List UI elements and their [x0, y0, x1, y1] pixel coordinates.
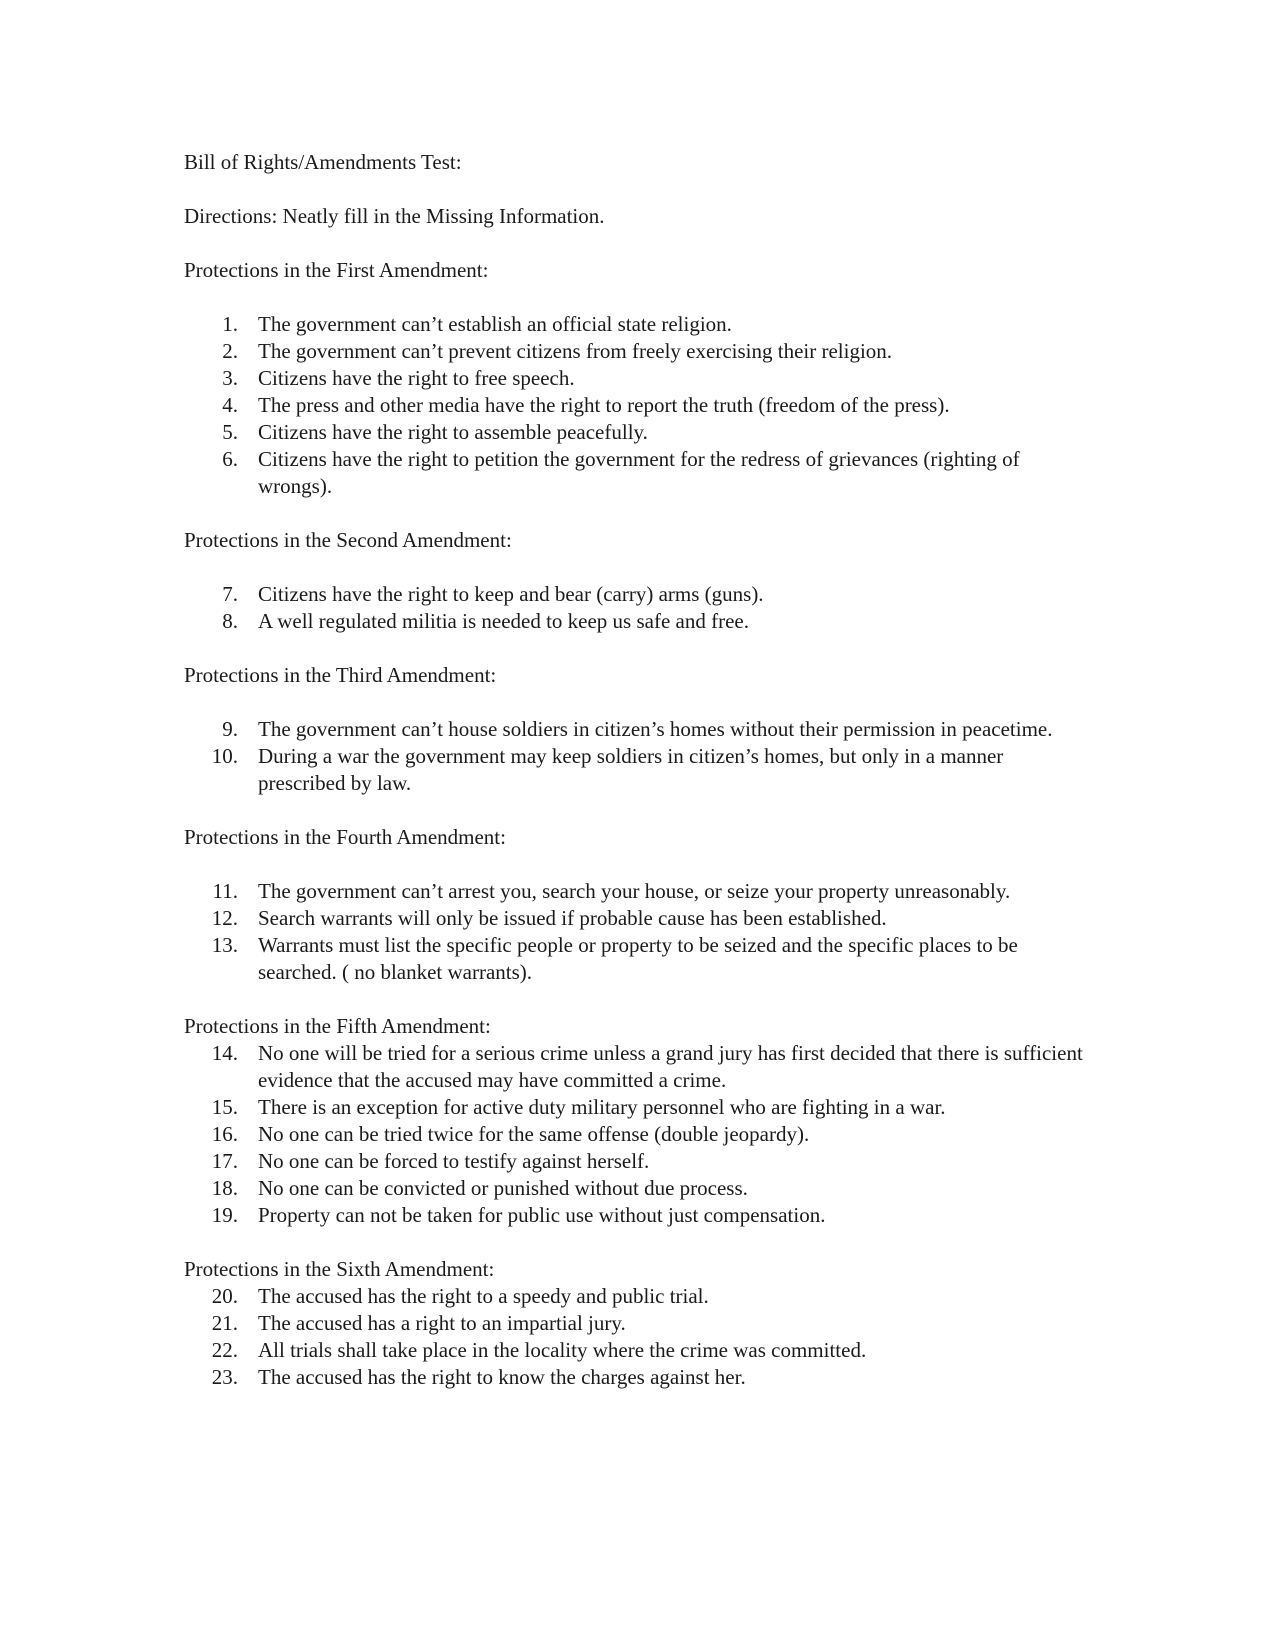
- item-text: No one can be forced to testify against herself.: [258, 1149, 650, 1173]
- item-text: The accused has a right to an impartial jury.: [258, 1311, 626, 1335]
- document-body: [184, 149, 1084, 1418]
- item-number: 16.: [211, 1122, 238, 1146]
- item-text: A well regulated militia is needed to keep us safe and free.: [258, 609, 749, 633]
- list-item: [184, 1121, 1084, 1148]
- item-number: 12.: [211, 906, 238, 930]
- item-list: [184, 878, 1084, 986]
- item-number: 23.: [211, 1365, 238, 1389]
- item-text: The press and other media have the right to report the truth (freedom of the press).: [258, 393, 950, 417]
- section-fifth-amendment: [184, 1013, 1084, 1229]
- item-text: Search warrants will only be issued if probable cause has been established.: [258, 906, 887, 930]
- item-number: 11.: [212, 879, 238, 903]
- item-number: 13.: [211, 933, 238, 957]
- item-list: [184, 716, 1084, 797]
- item-text: There is an exception for active duty military personnel who are fighting in a war.: [258, 1095, 946, 1119]
- section-first-amendment: [184, 257, 1084, 500]
- item-number: 4.: [222, 393, 238, 417]
- item-text: During a war the government may keep soldiers in citizen’s homes, but only in a manner prescribed by law.: [258, 744, 1004, 795]
- list-item: [184, 365, 1084, 392]
- item-text: Warrants must list the specific people or property to be seized and the specific places to be searched. ( no blanket warrants).: [258, 933, 1018, 984]
- item-text: Citizens have the right to free speech.: [258, 366, 575, 390]
- list-item: [184, 311, 1084, 338]
- item-number: 19.: [211, 1203, 238, 1227]
- item-number: 20.: [211, 1284, 238, 1308]
- item-text: No one can be convicted or punished without due process.: [258, 1176, 748, 1200]
- item-number: 7.: [222, 582, 238, 606]
- item-text: The government can’t prevent citizens from freely exercising their religion.: [258, 339, 893, 363]
- item-number: 8.: [222, 609, 238, 633]
- item-text: The government can’t arrest you, search your house, or seize your property unreasonably.: [258, 879, 1011, 903]
- item-text: Citizens have the right to keep and bear (carry) arms (guns).: [258, 582, 764, 606]
- item-number: 6.: [222, 447, 238, 471]
- item-list: [184, 1283, 1084, 1391]
- document-title: Bill of Rights/Amendments Test:: [184, 150, 462, 174]
- item-number: 2.: [222, 339, 238, 363]
- list-item: [184, 1364, 1084, 1391]
- item-number: 21.: [211, 1311, 238, 1335]
- section-heading: Protections in the Fifth Amendment:: [184, 1014, 491, 1038]
- item-number: 15.: [211, 1095, 238, 1119]
- item-number: 17.: [211, 1149, 238, 1173]
- directions-text: Directions: Neatly fill in the Missing Information.: [184, 204, 605, 228]
- section-fourth-amendment: [184, 824, 1084, 986]
- list-item: [184, 1094, 1084, 1121]
- item-text: The accused has the right to a speedy and public trial.: [258, 1284, 709, 1308]
- item-text: The government can’t establish an official state religion.: [258, 312, 732, 336]
- item-number: 14.: [211, 1041, 238, 1065]
- list-item: [184, 338, 1084, 365]
- item-number: 3.: [222, 366, 238, 390]
- item-text: All trials shall take place in the locality where the crime was committed.: [258, 1338, 867, 1362]
- list-item: [184, 392, 1084, 419]
- list-item: [184, 878, 1084, 905]
- section-heading: Protections in the Third Amendment:: [184, 663, 497, 687]
- item-number: 18.: [211, 1176, 238, 1200]
- item-text: No one will be tried for a serious crime unless a grand jury has first decided that there is sufficient evidence that the accused may have committed a crime.: [258, 1041, 1083, 1092]
- section-second-amendment: [184, 527, 1084, 635]
- list-item: [184, 446, 1084, 500]
- item-list: [184, 581, 1084, 635]
- list-item: [184, 1202, 1084, 1229]
- list-item: [184, 419, 1084, 446]
- section-heading: Protections in the Second Amendment:: [184, 528, 512, 552]
- item-list: [184, 311, 1084, 500]
- list-item: [184, 932, 1084, 986]
- list-item: [184, 716, 1084, 743]
- item-text: Property can not be taken for public use without just compensation.: [258, 1203, 826, 1227]
- section-third-amendment: [184, 662, 1084, 797]
- item-text: Citizens have the right to assemble peacefully.: [258, 420, 648, 444]
- item-text: The government can’t house soldiers in citizen’s homes without their permission in peacetime.: [258, 717, 1053, 741]
- item-text: The accused has the right to know the charges against her.: [258, 1365, 746, 1389]
- list-item: [184, 1337, 1084, 1364]
- list-item: [184, 1148, 1084, 1175]
- list-item: [184, 1283, 1084, 1310]
- list-item: [184, 581, 1084, 608]
- section-heading: Protections in the Sixth Amendment:: [184, 1257, 495, 1281]
- item-number: 22.: [211, 1338, 238, 1362]
- item-number: 1.: [222, 312, 238, 336]
- section-heading: Protections in the First Amendment:: [184, 258, 489, 282]
- item-text: No one can be tried twice for the same offense (double jeopardy).: [258, 1122, 810, 1146]
- item-number: 10.: [211, 744, 238, 768]
- list-item: [184, 1310, 1084, 1337]
- list-item: [184, 1040, 1084, 1094]
- section-sixth-amendment: [184, 1256, 1084, 1391]
- item-number: 5.: [222, 420, 238, 444]
- item-list: [184, 1040, 1084, 1229]
- item-text: Citizens have the right to petition the government for the redress of grievances (righting of wrongs).: [258, 447, 1020, 498]
- item-number: 9.: [222, 717, 238, 741]
- list-item: [184, 608, 1084, 635]
- section-heading: Protections in the Fourth Amendment:: [184, 825, 506, 849]
- list-item: [184, 743, 1084, 797]
- list-item: [184, 1175, 1084, 1202]
- list-item: [184, 905, 1084, 932]
